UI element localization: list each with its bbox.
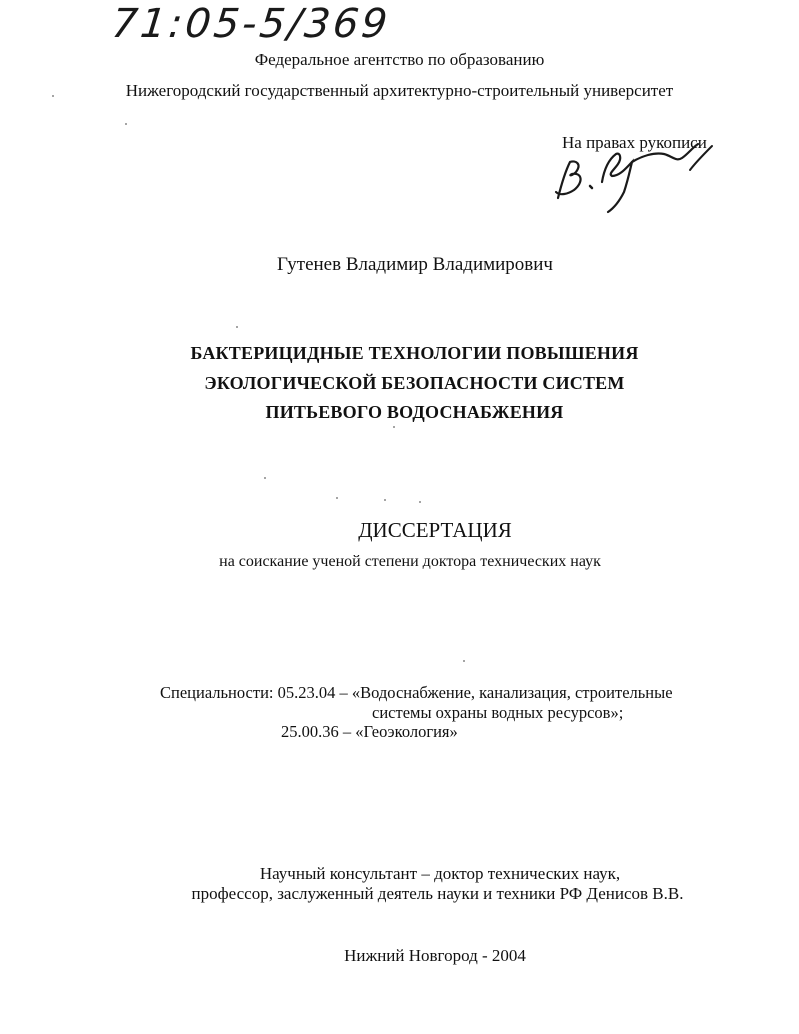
scan-speck xyxy=(125,123,127,125)
handwritten-signature xyxy=(546,140,726,215)
title-line-2: ЭКОЛОГИЧЕСКОЙ БЕЗОПАСНОСТИ СИСТЕМ xyxy=(204,373,625,393)
city-year: Нижний Новгород - 2004 xyxy=(344,946,526,965)
title-line-1: БАКТЕРИЦИДНЫЕ ТЕХНОЛОГИИ ПОВЫШЕНИЯ xyxy=(190,343,639,363)
scan-speck xyxy=(236,326,238,328)
manuscript-rights-label: На правах рукописи xyxy=(562,133,707,152)
degree-description: на соискание ученой степени доктора технических наук xyxy=(219,553,601,570)
scan-speck xyxy=(419,501,421,503)
handwritten-archive-number: 71:05-5/369 xyxy=(109,1,393,47)
scan-speck xyxy=(336,497,338,499)
consultant-line-2: профессор, заслуженный деятель науки и техники РФ Денисов В.В. xyxy=(191,884,684,903)
document-type: ДИССЕРТАЦИЯ xyxy=(358,518,512,542)
specialties-line-1: Специальности: 05.23.04 – «Водоснабжение, канализация, строительные xyxy=(160,683,673,702)
scan-speck xyxy=(393,426,395,428)
scan-speck xyxy=(384,499,386,501)
title-line-3: ПИТЬЕВОГО ВОДОСНАБЖЕНИЯ xyxy=(265,402,564,422)
consultant-line-1: Научный консультант – доктор технических наук, xyxy=(259,864,621,883)
university-name: Нижегородский государственный архитектурно-строительный университет xyxy=(125,81,674,100)
specialties-line-2: системы охраны водных ресурсов»; xyxy=(372,703,624,722)
scan-speck xyxy=(52,95,54,97)
author-name: Гутенев Владимир Владимирович xyxy=(277,254,553,275)
agency-name: Федеральное агентство по образованию xyxy=(254,50,545,69)
scan-speck xyxy=(463,660,465,662)
scan-speck xyxy=(264,477,266,479)
specialties-line-3: 25.00.36 – «Геоэкология» xyxy=(281,722,458,741)
